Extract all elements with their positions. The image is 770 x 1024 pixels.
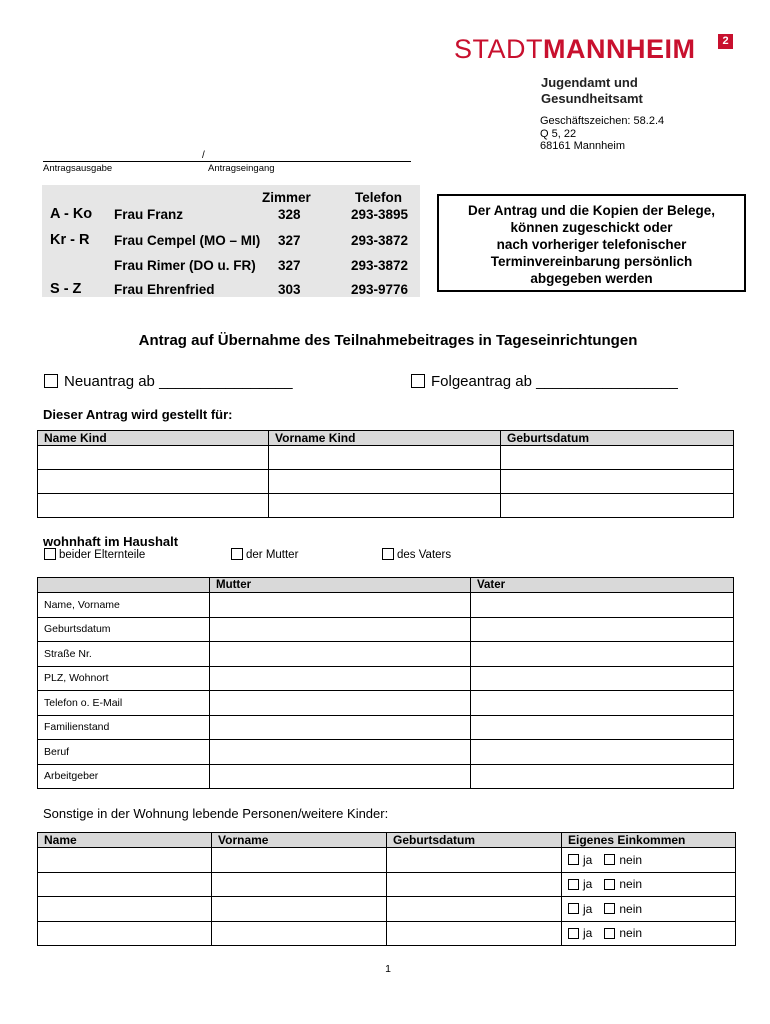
new-application-label: Neuantrag ab ________________ (64, 373, 293, 390)
table-row (38, 617, 734, 642)
income-no-checkbox[interactable] (604, 928, 615, 939)
others-birthdate-cell[interactable] (387, 897, 562, 922)
household-option-mother[interactable]: der Mutter (231, 549, 298, 561)
contact-table (42, 185, 420, 297)
income-choice: ja nein (562, 872, 736, 897)
table-row (38, 593, 734, 618)
row-label: PLZ, Wohnort (38, 666, 210, 691)
row-label: Straße Nr. (38, 642, 210, 667)
income-choice: ja nein (562, 921, 736, 946)
income-choice: ja nein (562, 897, 736, 922)
application-date-line[interactable] (43, 151, 411, 162)
contact-name: Frau Cempel (MO – MI) (114, 233, 261, 248)
others-firstname-cell[interactable] (212, 872, 387, 897)
header-phone: Telefon (355, 190, 402, 205)
child-name-cell[interactable] (38, 446, 269, 470)
others-firstname-cell[interactable] (212, 848, 387, 873)
office-address: Geschäftszeichen: 58.2.4 Q 5, 22 68161 Mannheim (540, 115, 665, 152)
table-row (38, 740, 734, 765)
mother-cell[interactable] (210, 764, 471, 789)
contact-room: 328 (278, 207, 301, 222)
table-row (38, 872, 736, 897)
household-father-checkbox[interactable] (382, 548, 394, 560)
table-row (38, 848, 736, 873)
contact-range: A - Ko (50, 206, 93, 222)
follow-application-checkbox[interactable] (411, 374, 425, 388)
contact-phone: 293-9776 (351, 282, 409, 297)
row-label: Arbeitgeber (38, 764, 210, 789)
label-antragseingang: Antragseingang (208, 163, 275, 174)
child-firstname-cell[interactable] (269, 494, 501, 518)
table-row (38, 666, 734, 691)
child-col-name: Name Kind (38, 431, 269, 446)
others-label: Sonstige in der Wohnung lebende Personen/weitere Kinder: (43, 806, 389, 821)
row-label: Telefon o. E-Mail (38, 691, 210, 716)
table-row (38, 470, 734, 494)
father-cell[interactable] (471, 617, 734, 642)
others-name-cell[interactable] (38, 897, 212, 922)
income-no-checkbox[interactable] (604, 879, 615, 890)
date-separator: / (202, 150, 205, 161)
others-firstname-cell[interactable] (212, 921, 387, 946)
others-col-firstname: Vorname (212, 833, 387, 848)
others-col-income: Eigenes Einkommen (562, 833, 736, 848)
others-name-cell[interactable] (38, 921, 212, 946)
table-row (38, 897, 736, 922)
child-firstname-cell[interactable] (269, 446, 501, 470)
table-row (38, 494, 734, 518)
household-option-father[interactable]: des Vaters (382, 549, 451, 561)
father-cell[interactable] (471, 764, 734, 789)
contact-range: Kr - R (50, 232, 90, 248)
option-new-application[interactable] (44, 373, 293, 390)
father-cell[interactable] (471, 642, 734, 667)
contact-name: Frau Rimer (DO u. FR) (114, 258, 256, 273)
others-birthdate-cell[interactable] (387, 921, 562, 946)
contact-room: 327 (278, 233, 301, 248)
contact-name: Frau Franz (114, 207, 184, 222)
table-row (38, 921, 736, 946)
others-col-name: Name (38, 833, 212, 848)
others-birthdate-cell[interactable] (387, 848, 562, 873)
logo-text-stadt: STADT (454, 34, 543, 64)
child-name-cell[interactable] (38, 470, 269, 494)
contact-phone: 293-3872 (351, 233, 409, 248)
contact-phone: 293-3895 (351, 207, 409, 222)
parents-col-father: Vater (471, 578, 734, 593)
others-col-birthdate: Geburtsdatum (387, 833, 562, 848)
header-room: Zimmer (262, 190, 311, 205)
others-name-cell[interactable] (38, 872, 212, 897)
parents-col-mother: Mutter (210, 578, 471, 593)
mother-cell[interactable] (210, 666, 471, 691)
mother-cell[interactable] (210, 740, 471, 765)
logo-superscript: 2 (718, 34, 733, 49)
father-cell[interactable] (471, 740, 734, 765)
others-name-cell[interactable] (38, 848, 212, 873)
contact-name: Frau Ehrenfried (114, 282, 215, 297)
child-table (37, 430, 734, 518)
child-birthdate-cell[interactable] (501, 470, 734, 494)
income-no-checkbox[interactable] (604, 854, 615, 865)
income-yes-checkbox[interactable] (568, 879, 579, 890)
parents-table (37, 577, 734, 789)
stated-for-heading: Dieser Antrag wird gestellt für: (43, 407, 233, 422)
child-col-firstname: Vorname Kind (269, 431, 501, 446)
table-row (38, 715, 734, 740)
father-cell[interactable] (471, 593, 734, 618)
table-row (38, 764, 734, 789)
child-col-birthdate: Geburtsdatum (501, 431, 734, 446)
child-name-cell[interactable] (38, 494, 269, 518)
child-firstname-cell[interactable] (269, 470, 501, 494)
table-row (38, 642, 734, 667)
father-cell[interactable] (471, 691, 734, 716)
child-birthdate-cell[interactable] (501, 494, 734, 518)
contact-phone: 293-3872 (351, 258, 409, 273)
household-option-both[interactable]: beider Elternteile (44, 549, 145, 561)
others-firstname-cell[interactable] (212, 897, 387, 922)
page-number: 1 (385, 963, 391, 975)
income-choice: ja nein (562, 848, 736, 873)
income-yes-checkbox[interactable] (568, 854, 579, 865)
mother-cell[interactable] (210, 691, 471, 716)
row-label: Geburtsdatum (38, 617, 210, 642)
department-name: Jugendamt und Gesundheitsamt (541, 75, 643, 106)
row-label: Beruf (38, 740, 210, 765)
child-birthdate-cell[interactable] (501, 446, 734, 470)
contact-room: 327 (278, 258, 301, 273)
form-title: Antrag auf Übernahme des Teilnahmebeitrages in Tageseinrichtungen (138, 332, 638, 349)
table-row (38, 446, 734, 470)
row-label: Name, Vorname (38, 593, 210, 618)
mother-cell[interactable] (210, 642, 471, 667)
others-table (37, 832, 736, 946)
row-label: Familienstand (38, 715, 210, 740)
table-row (38, 691, 734, 716)
parents-col-label (38, 578, 210, 593)
contact-range: S - Z (50, 281, 82, 297)
option-follow-application[interactable] (411, 373, 678, 390)
father-cell[interactable] (471, 715, 734, 740)
father-cell[interactable] (471, 666, 734, 691)
mother-cell[interactable] (210, 715, 471, 740)
mother-cell[interactable] (210, 593, 471, 618)
new-application-checkbox[interactable] (44, 374, 58, 388)
income-yes-checkbox[interactable] (568, 928, 579, 939)
mother-cell[interactable] (210, 617, 471, 642)
logo-text-mannheim: MANNHEIM (543, 34, 696, 64)
follow-application-label: Folgeantrag ab _________________ (431, 373, 678, 390)
contact-room: 303 (278, 282, 301, 297)
income-no-checkbox[interactable] (604, 903, 615, 914)
household-heading: wohnhaft im Haushalt (43, 534, 179, 549)
submission-note: Der Antrag und die Kopien der Belege, können zugeschickt oder nach vorheriger telefonischer Terminvereinbarung persönlich abgegeben werden (437, 194, 746, 292)
label-antragsausgabe: Antragsausgabe (43, 163, 113, 174)
income-yes-checkbox[interactable] (568, 903, 579, 914)
others-birthdate-cell[interactable] (387, 872, 562, 897)
household-mother-checkbox[interactable] (231, 548, 243, 560)
stadt-mannheim-logo (454, 34, 744, 68)
household-both-checkbox[interactable] (44, 548, 56, 560)
